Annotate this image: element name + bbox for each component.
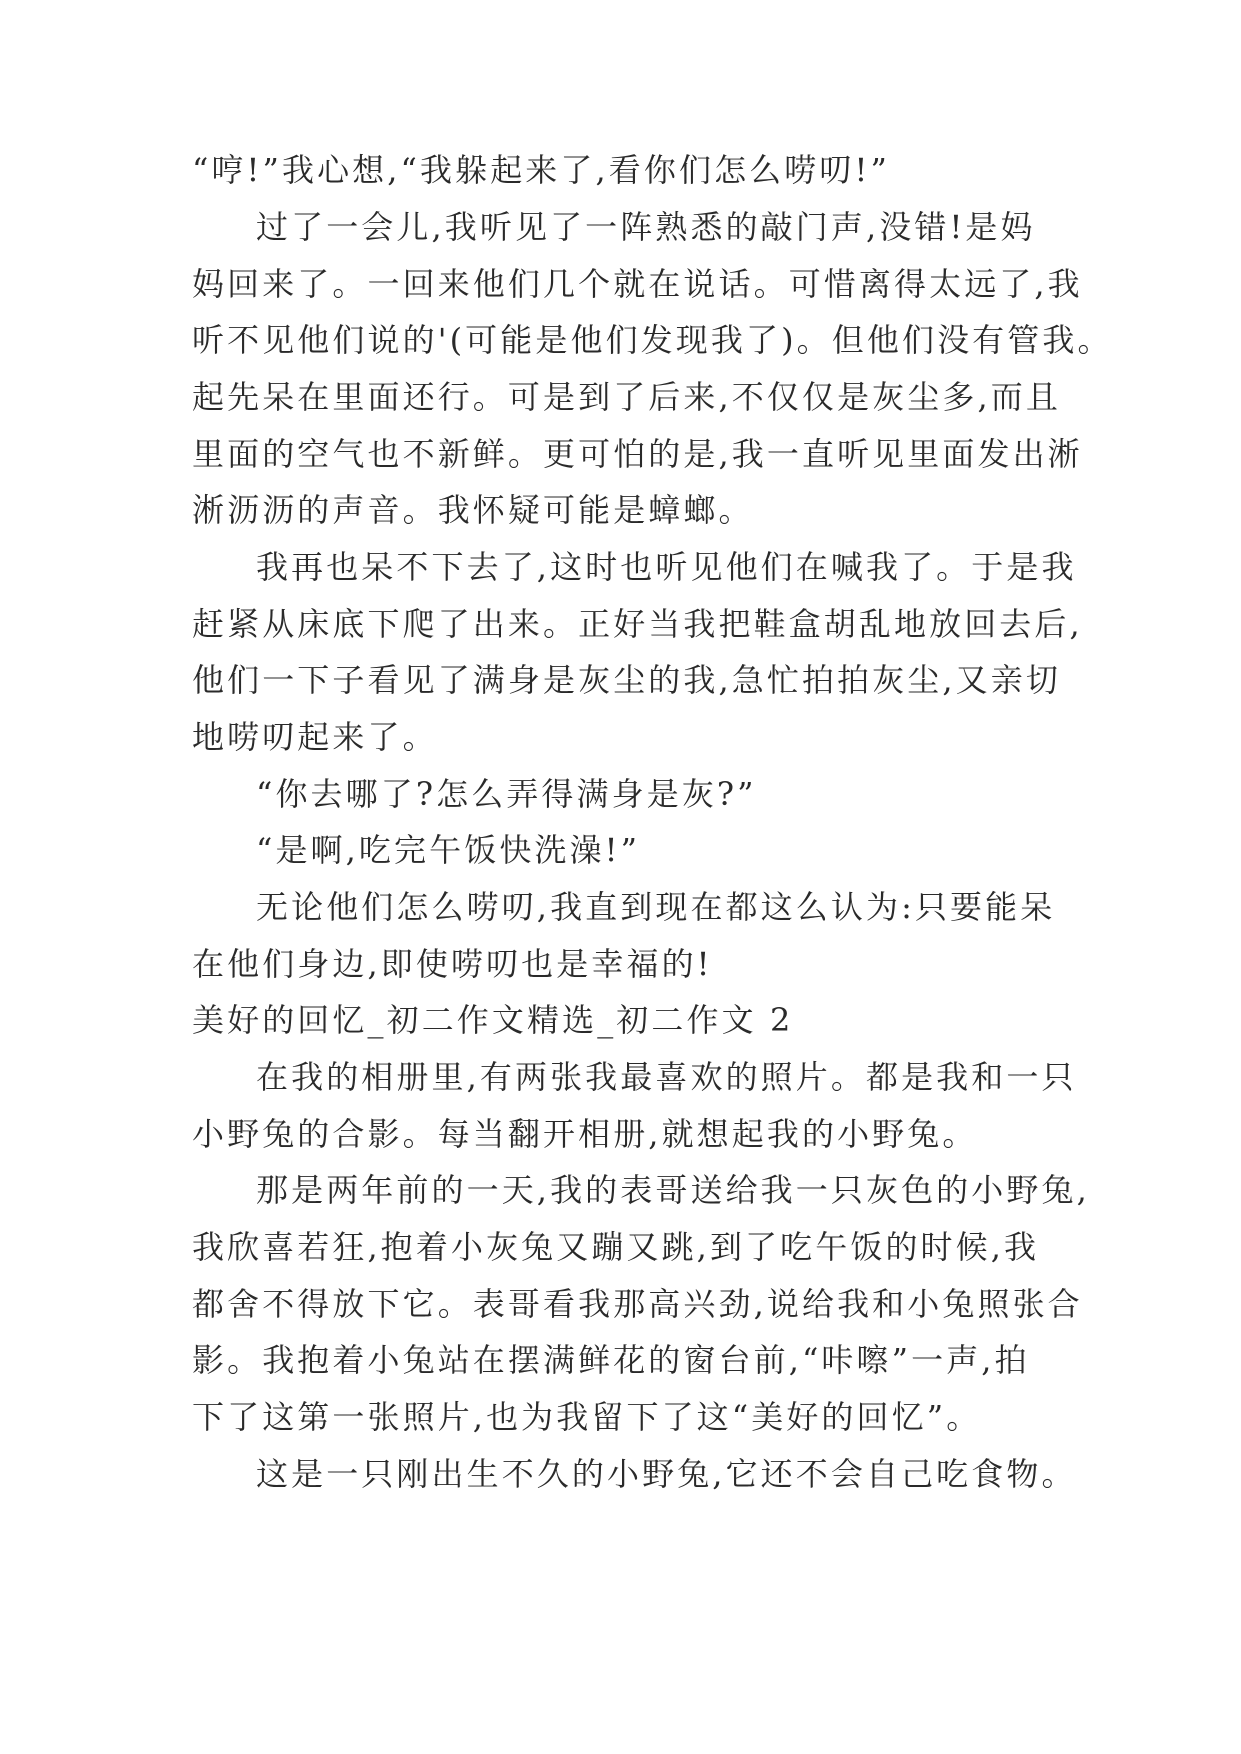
text-line-19: 那是两年前的一天,我的表哥送给我一只灰色的小野兔, xyxy=(256,1171,1090,1209)
text-line-21: 都舍不得放下它。表哥看我那高兴劲,说给我和小兔照张合 xyxy=(192,1285,1083,1323)
text-line-2: 过了一会儿,我听见了一阵熟悉的敲门声,没错!是妈 xyxy=(256,208,1036,246)
text-line-9: 赶紧从床底下爬了出来。正好当我把鞋盒胡乱地放回去后, xyxy=(192,605,1083,643)
text-line-12: “你去哪了?怎么弄得满身是灰?” xyxy=(256,775,757,813)
text-line-23: 下了这第一张照片,也为我留下了这“美好的回忆”。 xyxy=(192,1398,982,1436)
text-line-7: 淅沥沥的声音。我怀疑可能是蟑螂。 xyxy=(192,491,754,529)
text-line-8: 我再也呆不下去了,这时也听见他们在喊我了。于是我 xyxy=(256,548,1077,586)
text-line-20: 我欣喜若狂,抱着小灰兔又蹦又跳,到了吃午饭的时候,我 xyxy=(192,1228,1040,1266)
text-line-6: 里面的空气也不新鲜。更可怕的是,我一直听见里面发出淅 xyxy=(192,435,1083,473)
text-line-3: 妈回来了。一回来他们几个就在说话。可惜离得太远了,我 xyxy=(192,265,1083,303)
text-line-22: 影。我抱着小兔站在摆满鲜花的窗台前,“咔嚓”一声,拍 xyxy=(192,1341,1030,1379)
text-line-24: 这是一只刚出生不久的小野兔,它还不会自己吃食物。 xyxy=(256,1455,1077,1493)
text-line-5: 起先呆在里面还行。可是到了后来,不仅仅是灰尘多,而且 xyxy=(192,378,1061,416)
text-line-11: 地唠叨起来了。 xyxy=(192,718,438,756)
text-line-18: 小野兔的合影。每当翻开相册,就想起我的小野兔。 xyxy=(192,1115,978,1153)
text-line-10: 他们一下子看见了满身是灰尘的我,急忙拍拍灰尘,又亲切 xyxy=(192,661,1061,699)
text-line-14: 无论他们怎么唠叨,我直到现在都这么认为:只要能呆 xyxy=(256,888,1056,926)
section-heading: 美好的回忆_初二作文精选_初二作文 2 xyxy=(192,1001,794,1039)
text-line-17: 在我的相册里,有两张我最喜欢的照片。都是我和一只 xyxy=(256,1058,1077,1096)
text-line-1: “哼!”我心想,“我躲起来了,看你们怎么唠叨!” xyxy=(192,151,890,189)
text-line-4: 听不见他们说的'(可能是他们发现我了)。但他们没有管我。 xyxy=(192,321,1113,359)
text-line-13: “是啊,吃完午饭快洗澡!” xyxy=(256,831,641,869)
text-line-15: 在他们身边,即使唠叨也是幸福的! xyxy=(192,945,713,983)
